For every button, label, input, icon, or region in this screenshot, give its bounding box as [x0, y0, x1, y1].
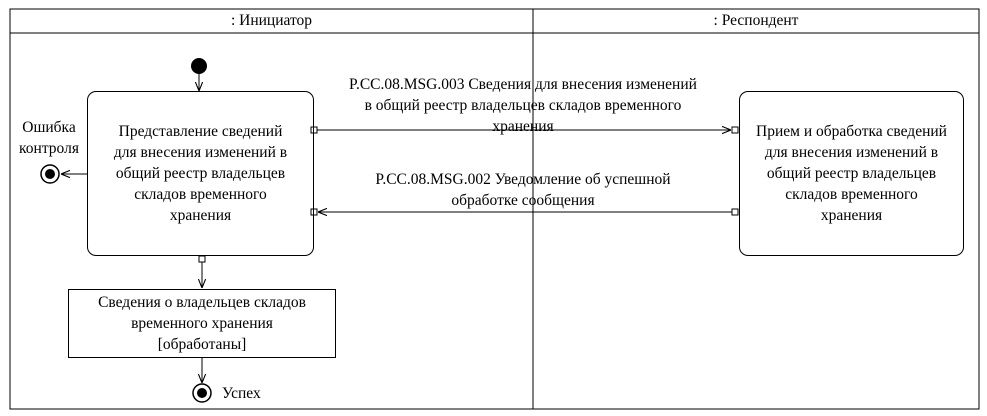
error-final-node-inner [45, 169, 55, 179]
request-message-line-1: P.CC.08.MSG.003 Сведения для внесения изменений [349, 76, 697, 93]
response-message-label [318, 169, 728, 211]
request-input-pin [732, 127, 738, 133]
respondent-activity-line-5: хранения [820, 207, 883, 224]
object-node-line-1: Сведения о владельцев складов [98, 294, 306, 311]
request-message-line-2: в общий реестр владельцев складов временного [364, 97, 682, 114]
error-final-label-line-1: Ошибка [22, 119, 76, 136]
respondent-activity-line-2: для внесения изменений в [764, 144, 939, 161]
success-final-node-inner [197, 388, 207, 398]
object-node-line-2: временного хранения [131, 315, 273, 332]
initiator-activity-line-1: Представление сведений [118, 123, 283, 140]
response-output-pin [732, 209, 738, 215]
error-final-label [6, 117, 92, 159]
object-output-pin [199, 256, 205, 262]
success-final-label: Успех [222, 385, 261, 402]
lane-title-initiator: : Инициатор [230, 12, 313, 29]
initiator-activity-line-2: для внесения изменений в [113, 144, 288, 161]
initiator-activity-line-3: общий реестр владельцев [115, 165, 286, 182]
error-final-label-line-2: контроля [19, 140, 79, 157]
initiator-activity-line-4: складов временного [134, 186, 267, 203]
object-node [68, 289, 336, 358]
respondent-activity-line-1: Прием и обработка сведений [756, 123, 947, 140]
lane-title-respondent: : Респондент [713, 12, 799, 29]
request-message-label [318, 74, 728, 137]
object-node-line-3: [обработаны] [157, 336, 247, 353]
respondent-activity [739, 91, 964, 256]
initiator-activity [87, 91, 314, 256]
response-message-line-1: P.CC.08.MSG.002 Уведомление об успешной [375, 171, 671, 188]
initial-node [191, 58, 207, 74]
initiator-activity-line-5: хранения [169, 207, 232, 224]
response-message-line-2: обработке сообщения [451, 192, 595, 209]
respondent-activity-line-3: общий реестр владельцев [766, 165, 937, 182]
respondent-activity-line-4: складов временного [785, 186, 918, 203]
request-message-line-3: хранения [492, 118, 554, 135]
